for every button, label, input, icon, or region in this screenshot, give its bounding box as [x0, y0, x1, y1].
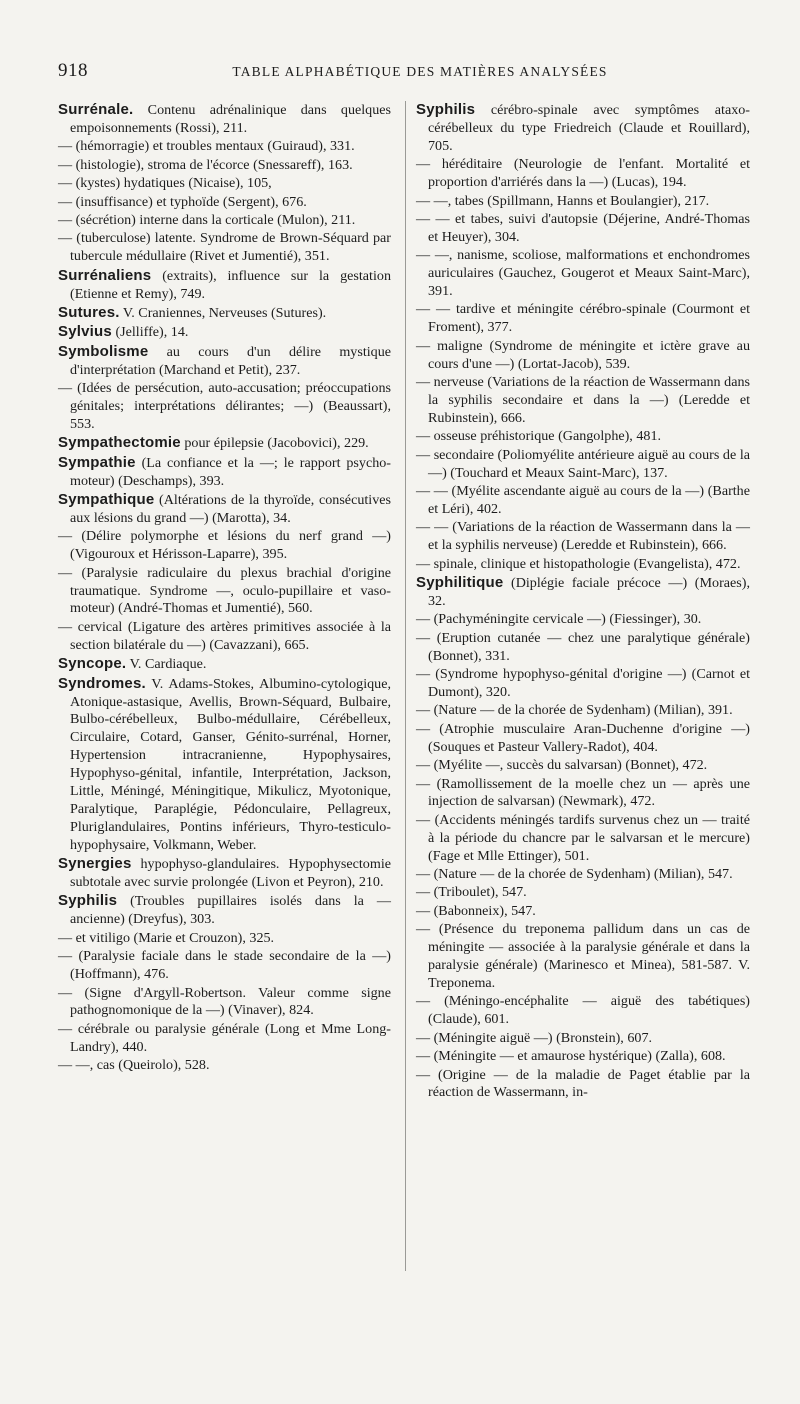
entry-text: — héréditaire (Neurologie de l'enfant. Mortalité et proportion d'arriérés dans la —) (Lucas), 194.	[416, 156, 750, 191]
entry-text: — (Méningite — et amaurose hystérique) (Zalla), 608.	[416, 1048, 726, 1065]
index-entry	[416, 483, 750, 519]
entry-headword: Syndromes.	[58, 674, 146, 692]
index-entry	[416, 666, 750, 702]
entry-text: — —, nanisme, scoliose, malformations et enchondromes auriculaires (Gauchez, Gougerot et Meaux Saint-Marc), 391.	[416, 247, 750, 300]
entry-text: — — (Variations de la réaction de Wassermann dans la — et la syphilis nerveuse) (Leredde et Rubinstein), 666.	[416, 519, 750, 554]
index-entry	[58, 138, 391, 156]
entry-text: — (Idées de persécution, auto-accusation; préoccupations génitales; interprétations délirantes; —) (Beaussart), 553.	[58, 380, 391, 432]
entry-headword: Surrénale.	[58, 101, 134, 118]
index-entry	[416, 1067, 750, 1103]
index-entry	[416, 338, 750, 374]
index-entry	[58, 434, 391, 453]
entry-text: — (Délire polymorphe et lésions du nerf grand —) (Vigouroux et Hérisson-Laparre), 395.	[58, 528, 391, 563]
index-entry	[416, 630, 750, 666]
index-entry	[58, 565, 391, 619]
entry-text: — —, cas (Queirolo), 528.	[58, 1057, 210, 1074]
entry-text: — (histologie), stroma de l'écorce (Snessareff), 163.	[58, 156, 353, 173]
index-entry	[416, 611, 750, 629]
entry-headword: Sympathectomie	[58, 434, 181, 452]
entry-text: — —, tabes (Spillmann, Hanns et Boulangier), 217.	[416, 192, 710, 209]
entry-text: — (kystes) hydatiques (Nicaise), 105,	[58, 175, 272, 192]
index-entry	[416, 903, 750, 921]
index-entry	[58, 655, 391, 674]
index-entry	[58, 491, 391, 528]
index-entry	[58, 343, 391, 380]
entry-text: — (tuberculose) latente. Syndrome de Brown-Séquard par tubercule médullaire (Rivet et Jumentié), 351.	[58, 230, 391, 265]
entry-text: — — (Myélite ascendante aiguë au cours de la —) (Barthe et Léri), 402.	[416, 483, 750, 517]
index-entry	[58, 380, 391, 434]
entry-text: (Jelliffe), 14.	[111, 324, 189, 341]
index-entry	[58, 212, 391, 230]
entry-headword: Symbolisme	[58, 342, 149, 360]
entry-headword: Surrénaliens	[58, 266, 152, 284]
index-entry	[58, 304, 391, 323]
entry-text: — osseuse préhistorique (Gangolphe), 481.	[416, 428, 662, 445]
entry-text: (Altérations de la thyroïde, consécutives aux lésions du grand —) (Marotta), 34.	[70, 492, 391, 526]
page-number: 918	[58, 60, 88, 81]
index-entry	[416, 884, 750, 902]
entry-headword: Syphilis	[416, 101, 476, 118]
running-title: TABLE ALPHABÉTIQUE DES MATIÈRES ANALYSÉES	[232, 64, 608, 79]
entry-text: (extraits), influence sur la gestation (Etienne et Remy), 749.	[70, 267, 391, 302]
entry-headword: Sylvius	[58, 323, 112, 341]
entry-headword: Sympathie	[58, 453, 136, 471]
index-columns	[58, 101, 752, 1281]
entry-text: — (Syndrome hypophyso-génital d'origine —) (Carnot et Dumont), 320.	[416, 666, 750, 700]
index-entry	[416, 301, 750, 337]
index-entry	[416, 757, 750, 775]
index-entry	[58, 930, 391, 948]
entry-text: V. Craniennes, Nerveuses (Sutures).	[119, 304, 327, 321]
index-entry	[58, 948, 391, 984]
index-entry	[416, 556, 750, 574]
entry-text: — (Méningo-encéphalite — aiguë des tabétiques) (Claude), 601.	[416, 993, 750, 1028]
index-entry	[416, 812, 750, 866]
entry-text: — (Paralysie faciale dans le stade secondaire de la —) (Hoffmann), 476.	[58, 948, 391, 983]
entry-text: — (Origine — de la maladie de Paget établie par la réaction de Wassermann, in-	[416, 1066, 750, 1101]
entry-text: — spinale, clinique et histopathologie (Evangelista), 472.	[416, 555, 741, 572]
entry-headword: Syphilitique	[416, 574, 504, 592]
entry-text: — (Ramollissement de la moelle chez un — après une injection de salvarsan) (Newmark), 472.	[416, 775, 750, 810]
entry-text: — (Paralysie radiculaire du plexus brachial d'origine traumatique. Syndrome —, oculo-pupillaire et vaso-moteur) (André-Thomas et Jumentié), 560.	[58, 564, 391, 617]
index-entry	[58, 892, 391, 929]
entry-text: — (Eruption cutanée — chez une paralytique générale) (Bonnet), 331.	[416, 629, 750, 664]
entry-headword: Sutures.	[58, 303, 120, 321]
index-entry	[416, 866, 750, 884]
entry-text: — secondaire (Poliomyélite antérieure aiguë au cours de la —) (Touchard et Meaux Saint-Marc), 137.	[416, 446, 750, 481]
index-entry	[416, 247, 750, 301]
entry-text: — (hémorragie) et troubles mentaux (Guiraud), 331.	[58, 138, 355, 155]
index-entry	[58, 675, 391, 855]
entry-headword: Syncope.	[58, 655, 127, 673]
entry-text: V. Adams-Stokes, Albumino-cytologique, Atonique-astasique, Avellis, Brown-Séquard, Bulbaire, Bulbo-cérébelleux, Bulbo-médullaire, Cérébelleux, Circulaire, Cotard, Ganser, Génito-surrénal, Horner, Hypertension intracranienne, Hypophysaires, Hypophyso-génital, infantile, Interprétation, Jackson, Little, Méningé, Méningitique, Mikulicz, Myotonique, Paralytique, Paraplégie, Pédonculaire, Pellagreux, Pluriglandulaires, Pontins inférieurs, Thyro-testiculo-hypophysaire, Volkmann, Weber.	[70, 675, 391, 853]
index-entry	[58, 619, 391, 655]
entry-text: Contenu adrénalinique dans quelques empoisonnements (Rossi), 211.	[70, 102, 391, 136]
index-entry	[416, 721, 750, 757]
entry-text: (Troubles pupillaires isolés dans la — ancienne) (Dreyfus), 303.	[70, 893, 391, 928]
entry-headword: Sympathique	[58, 491, 155, 509]
index-entry	[58, 454, 391, 491]
entry-text: hypophyso-glandulaires. Hypophysectomie subtotale avec survie prolongée (Livon et Peyron), 210.	[70, 856, 391, 891]
entry-text: — (Présence du treponema pallidum dans un cas de méningite — associée à la paralysie générale et dans la paralysie générale) (Marinesco et Minea), 581-587. V. Treponema.	[416, 921, 750, 991]
entry-text: — maligne (Syndrome de méningite et ictère grave au cours d'une —) (Lortat-Jacob), 539.	[416, 337, 750, 372]
index-entry	[58, 194, 391, 212]
entry-headword: Syphilis	[58, 892, 118, 910]
entry-text: — (sécrétion) interne dans la corticale (Mulon), 211.	[58, 211, 356, 228]
index-entry	[58, 175, 391, 193]
entry-text: pour épilepsie (Jacobovici), 229.	[180, 435, 369, 452]
index-entry	[58, 267, 391, 304]
entry-text: (Diplégie faciale précoce —) (Moraes), 32.	[428, 575, 750, 609]
index-entry	[416, 574, 750, 611]
entry-text: — (Babonneix), 547.	[416, 902, 536, 919]
entry-text: — (Atrophie musculaire Aran-Duchenne d'origine —) (Souques et Pasteur Vallery-Radot), 404.	[416, 720, 750, 755]
index-entry	[58, 1021, 391, 1057]
index-entry	[416, 702, 750, 720]
entry-text: cérébro-spinale avec symptômes ataxo-cérébelleux du type Friedreich (Claude et Rouillard), 705.	[428, 102, 750, 154]
entry-text: — (Nature — de la chorée de Sydenham) (Milian), 391.	[416, 702, 733, 719]
entry-text: — (Méningite aiguë —) (Bronstein), 607.	[416, 1029, 653, 1046]
index-entry	[58, 323, 391, 342]
entry-text: — (Triboulet), 547.	[416, 884, 527, 901]
entry-text: — — tardive et méningite cérébro-spinale (Courmont et Froment), 377.	[416, 301, 750, 336]
index-entry	[416, 776, 750, 812]
index-entry	[416, 193, 750, 211]
entry-text: — nerveuse (Variations de la réaction de Wassermann dans la syphilis secondaire et dans la —) (Leredde et Rubinstein), 666.	[416, 374, 750, 426]
entry-text: (La confiance et la —; le rapport psycho-moteur) (Deschamps), 393.	[70, 454, 391, 489]
entry-text: — et vitiligo (Marie et Crouzon), 325.	[58, 929, 275, 946]
index-entry	[416, 993, 750, 1029]
index-entry	[58, 230, 391, 266]
index-entry	[416, 1030, 750, 1048]
entry-text: — (Pachyméningite cervicale —) (Fiessinger), 30.	[416, 611, 702, 628]
index-entry	[416, 519, 750, 555]
right-column	[416, 101, 750, 1103]
index-entry	[58, 528, 391, 564]
index-entry	[416, 374, 750, 428]
entry-text: — cérébrale ou paralysie générale (Long et Mme Long-Landry), 440.	[58, 1020, 391, 1055]
entry-text: — (Accidents méningés tardifs survenus chez un — traité à la période du chancre par le salvarsan et le mercure) (Fage et Mlle Ettinger), 501.	[416, 811, 750, 864]
index-entry	[416, 921, 750, 993]
entry-text: — — et tabes, suivi d'autopsie (Déjerine, André-Thomas et Heuyer), 304.	[416, 210, 750, 245]
entry-text: — (Nature — de la chorée de Sydenham) (Milian), 547.	[416, 866, 733, 883]
index-entry	[416, 447, 750, 483]
entry-text: — (Signe d'Argyll-Robertson. Valeur comme signe pathognomonique de la —) (Vinaver), 824.	[58, 984, 391, 1019]
index-entry	[416, 211, 750, 247]
index-entry	[58, 855, 391, 892]
entry-headword: Synergies	[58, 855, 132, 873]
index-entry	[58, 157, 391, 175]
index-entry	[416, 101, 750, 156]
index-entry	[416, 428, 750, 446]
index-entry	[58, 985, 391, 1021]
entry-text: — (Myélite —, succès du salvarsan) (Bonnet), 472.	[416, 757, 708, 774]
index-entry	[58, 1057, 391, 1075]
entry-text: au cours d'un délire mystique d'interprétation (Marchand et Petit), 237.	[70, 343, 391, 378]
entry-text: — (insuffisance) et typhoïde (Sergent), 676.	[58, 193, 307, 210]
left-column	[58, 101, 391, 1076]
page-header	[58, 60, 742, 86]
entry-text: — cervical (Ligature des artères primitives associée à la section bilatérale du —) (Cavazzani), 665.	[58, 618, 391, 653]
index-entry	[416, 1048, 750, 1066]
index-entry	[58, 101, 391, 138]
index-entry	[416, 156, 750, 192]
entry-text: V. Cardiaque.	[126, 656, 207, 673]
